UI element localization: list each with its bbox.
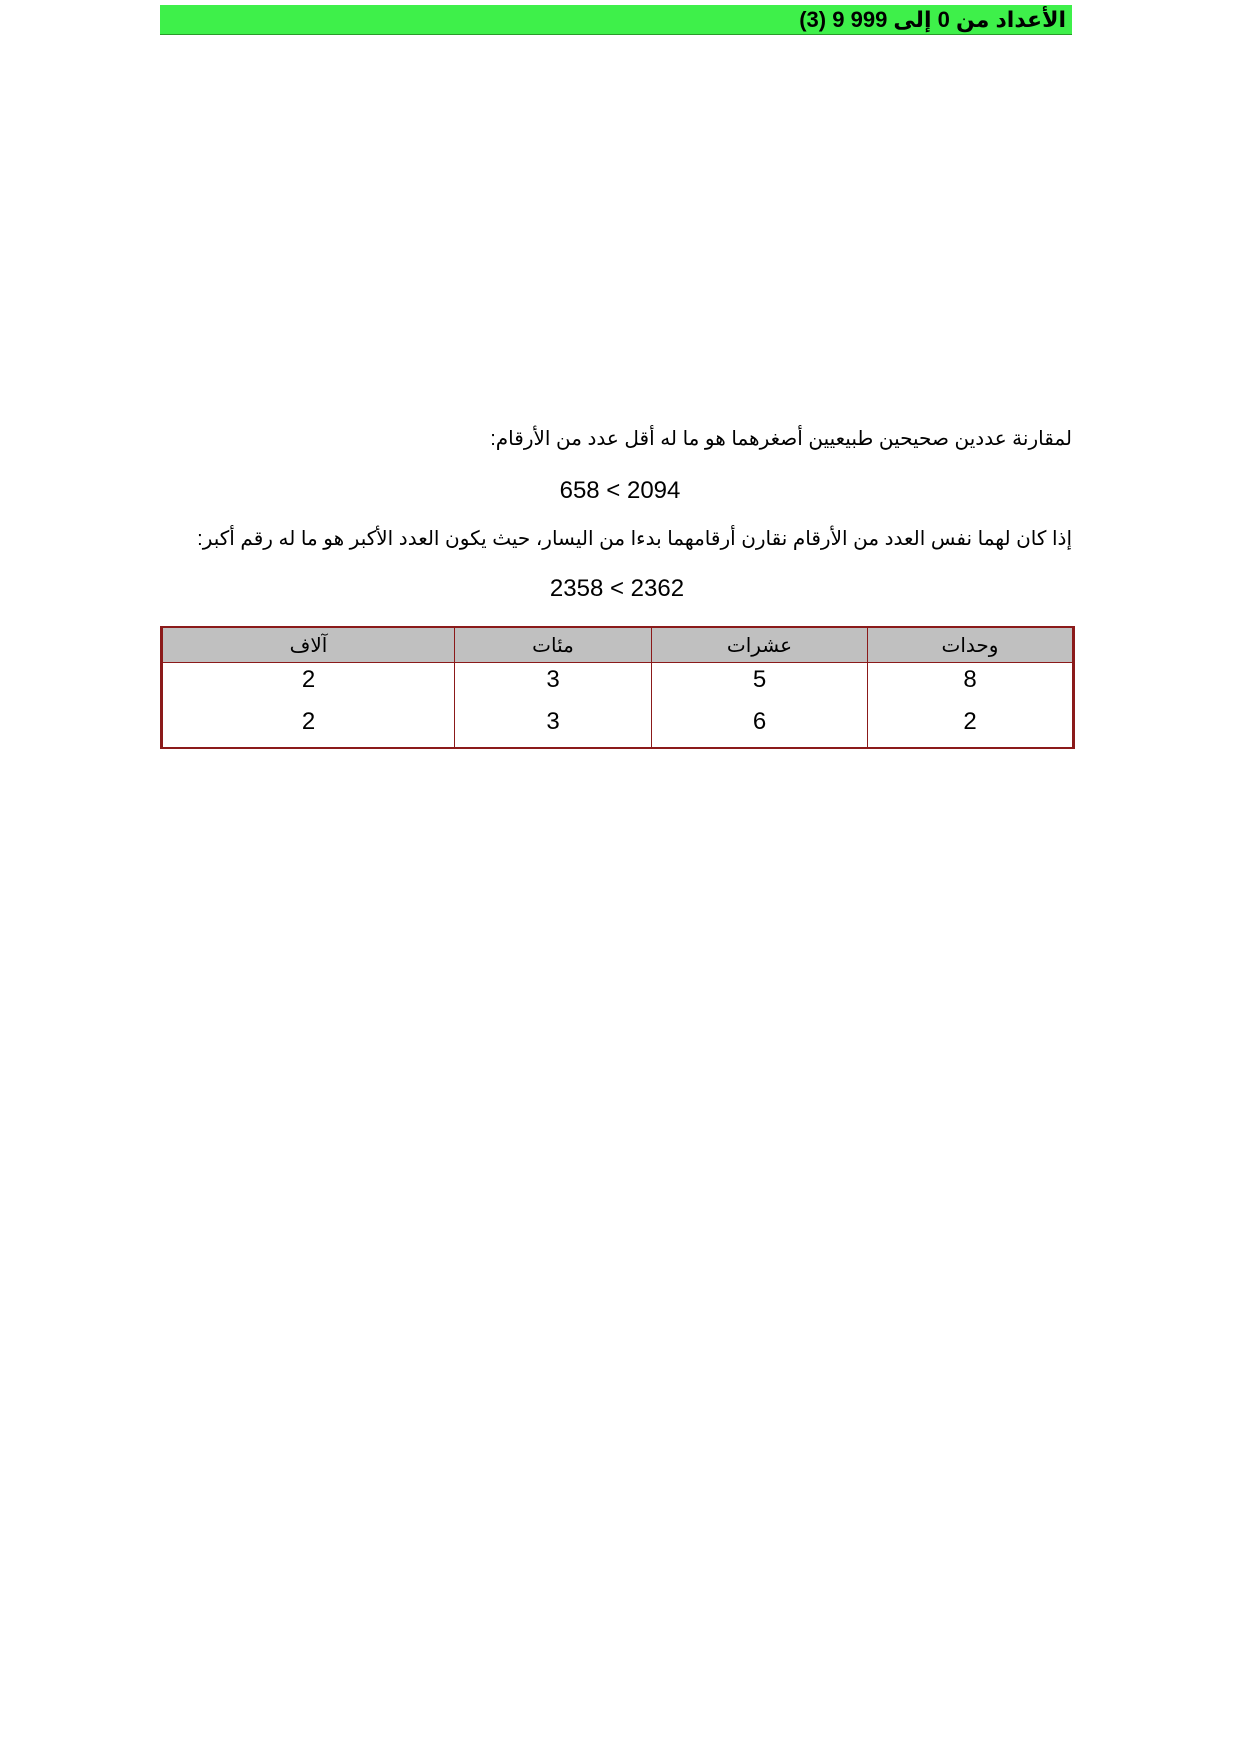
- header-tens: عشرات: [652, 627, 868, 663]
- cell-tens: 6: [652, 697, 868, 748]
- header-units: وحدات: [868, 627, 1074, 663]
- rule-digit-count: لمقارنة عددين صحيحين طبيعيين أصغرهما هو ما له أقل عدد من الأرقام:: [490, 428, 1072, 450]
- title-bar: [160, 5, 1072, 35]
- header-thousands: آلاف: [162, 627, 455, 663]
- header-hundreds: مئات: [455, 627, 652, 663]
- table-header-row: [162, 627, 1074, 663]
- rule-same-digit-count: إذا كان لهما نفس العدد من الأرقام نقارن أرقامهما بدءا من اليسار، حيث يكون العدد الأكبر هو ما له رقم أكبر:: [197, 528, 1072, 550]
- page-title: الأعداد من 0 إلى 999 9 (3): [799, 6, 1066, 32]
- example-same-digit-count: 2358 < 2362: [549, 575, 685, 602]
- cell-thousands: 2: [162, 697, 455, 748]
- cell-hundreds: 3: [455, 663, 652, 698]
- cell-hundreds: 3: [455, 697, 652, 748]
- table-row: [162, 697, 1074, 748]
- cell-tens: 5: [652, 663, 868, 698]
- example-digit-count: 658 < 2094: [559, 477, 681, 504]
- place-value-table: [160, 626, 1075, 749]
- cell-thousands: 2: [162, 663, 455, 698]
- cell-units: 8: [868, 663, 1074, 698]
- cell-units: 2: [868, 697, 1074, 748]
- table-row: [162, 663, 1074, 698]
